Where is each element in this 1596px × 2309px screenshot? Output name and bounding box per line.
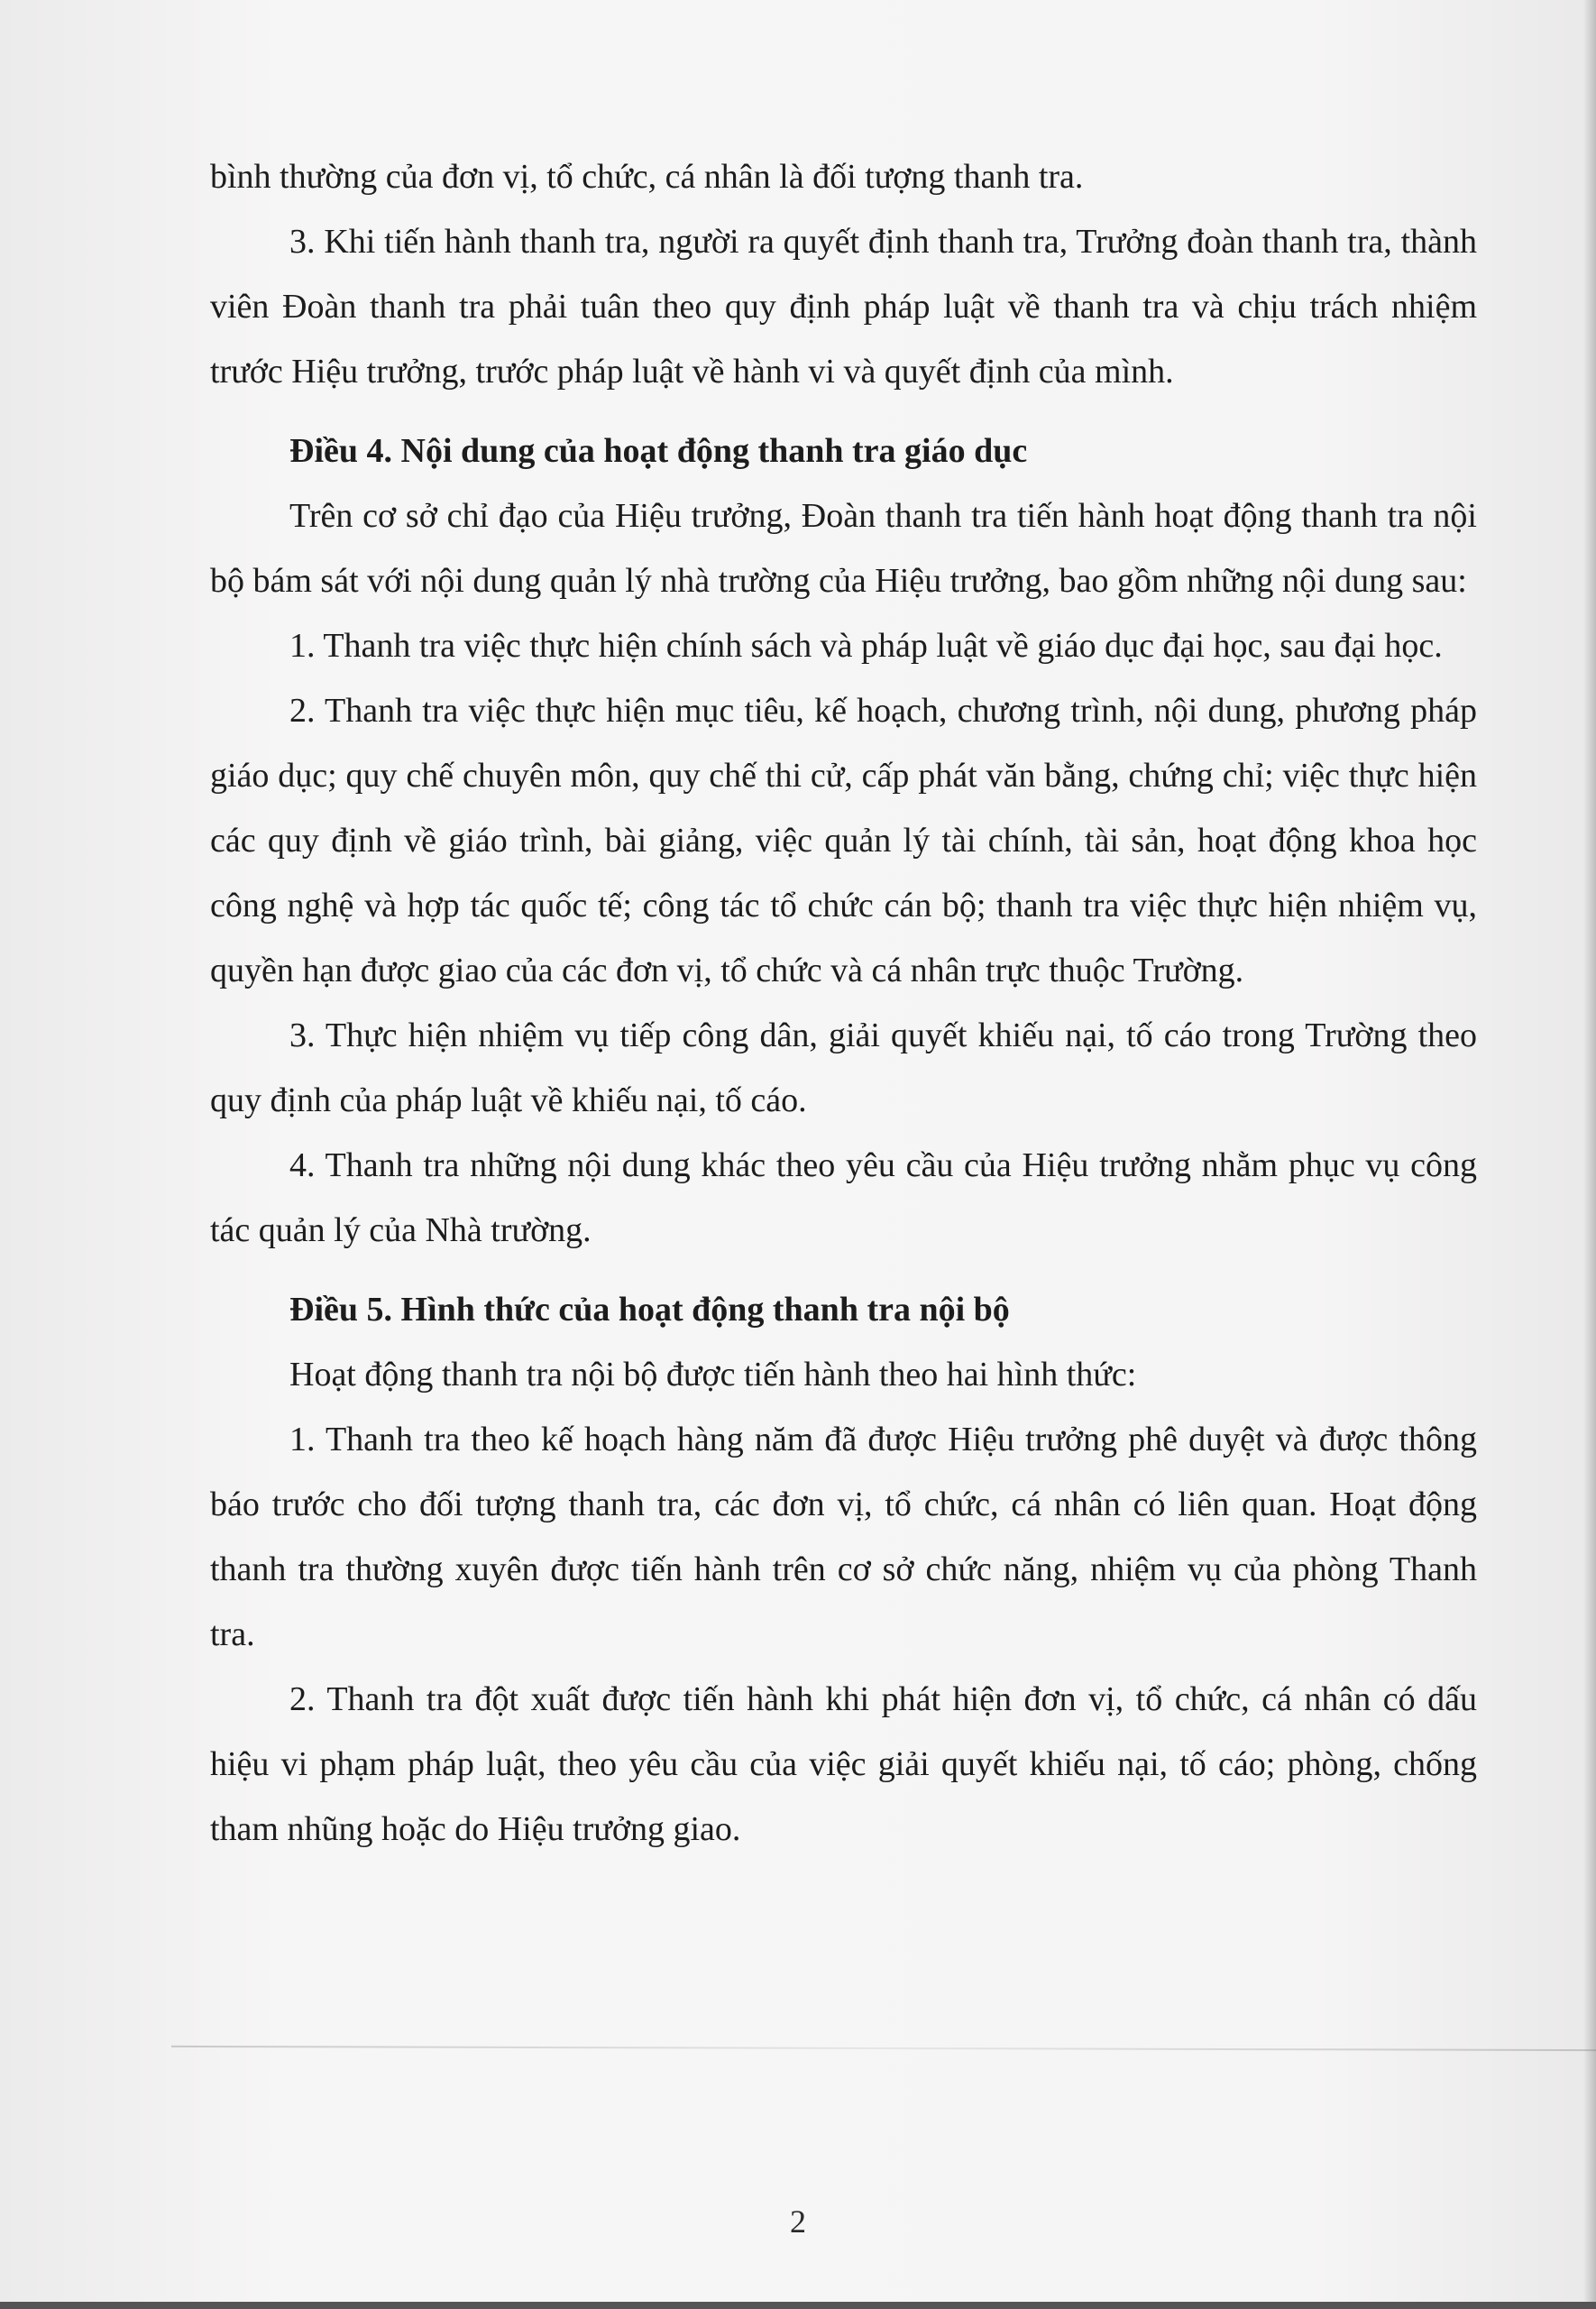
page-edge-shadow: [1583, 0, 1596, 2309]
article-5-item-2: 2. Thanh tra đột xuất được tiến hành khi phát hiện đơn vị, tổ chức, cá nhân có dấu hiệu vi phạm pháp luật, theo yêu cầu của việc giải quyết khiếu nại, tố cáo; phòng, chống tham nhũng hoặc do Hiệu trưởng giao.: [210, 1680, 1477, 1848]
page-bottom-edge: [0, 2302, 1596, 2309]
article-5-heading: Điều 5. Hình thức của hoạt động thanh tra nội bộ: [289, 1291, 1010, 1329]
article-4-item-4: 4. Thanh tra những nội dung khác theo yêu cầu của Hiệu trưởng nhằm phục vụ công tác quản lý của Nhà trường.: [210, 1146, 1477, 1249]
page-number: 2: [790, 2203, 806, 2240]
paragraph-continuation: bình thường của đơn vị, tổ chức, cá nhân là đối tượng thanh tra.: [210, 158, 1084, 196]
article-5-intro: Hoạt động thanh tra nội bộ được tiến hành theo hai hình thức:: [289, 1356, 1137, 1394]
article-5-item-1: 1. Thanh tra theo kế hoạch hàng năm đã được Hiệu trưởng phê duyệt và được thông báo trước cho đối tượng thanh tra, các đơn vị, tổ chức, cá nhân có liên quan. Hoạt động thanh tra thường xuyên được tiến hành trên cơ sở chức năng, nhiệm vụ của phòng Thanh tra.: [210, 1421, 1477, 1653]
paragraph-clause-3: 3. Khi tiến hành thanh tra, người ra quyết định thanh tra, Trưởng đoàn thanh tra, thành viên Đoàn thanh tra phải tuân theo quy định pháp luật về thanh tra và chịu trách nhiệm trước Hiệu trưởng, trước pháp luật về hành vi và quyết định của mình.: [210, 223, 1477, 391]
article-4-item-1: 1. Thanh tra việc thực hiện chính sách và pháp luật về giáo dục đại học, sau đại học.: [289, 627, 1443, 665]
article-4-item-3: 3. Thực hiện nhiệm vụ tiếp công dân, giải quyết khiếu nại, tố cáo trong Trường theo quy định của pháp luật về khiếu nại, tố cáo.: [210, 1017, 1477, 1119]
paper-fold-line: [171, 2046, 1596, 2051]
document-body: [210, 144, 1477, 1862]
article-4-item-2: 2. Thanh tra việc thực hiện mục tiêu, kế hoạch, chương trình, nội dung, phương pháp giáo dục; quy chế chuyên môn, quy chế thi cử, cấp phát văn bằng, chứng chỉ; việc thực hiện các quy định về giáo trình, bài giảng, việc quản lý tài chính, tài sản, hoạt động khoa học công nghệ và hợp tác quốc tế; công tác tổ chức cán bộ; thanh tra việc thực hiện nhiệm vụ, quyền hạn được giao của các đơn vị, tổ chức và cá nhân trực thuộc Trường.: [210, 692, 1477, 989]
article-4-heading: Điều 4. Nội dung của hoạt động thanh tra giáo dục: [289, 432, 1028, 470]
article-4-intro: Trên cơ sở chỉ đạo của Hiệu trưởng, Đoàn thanh tra tiến hành hoạt động thanh tra nội bộ bám sát với nội dung quản lý nhà trường của Hiệu trưởng, bao gồm những nội dung sau:: [210, 497, 1477, 600]
